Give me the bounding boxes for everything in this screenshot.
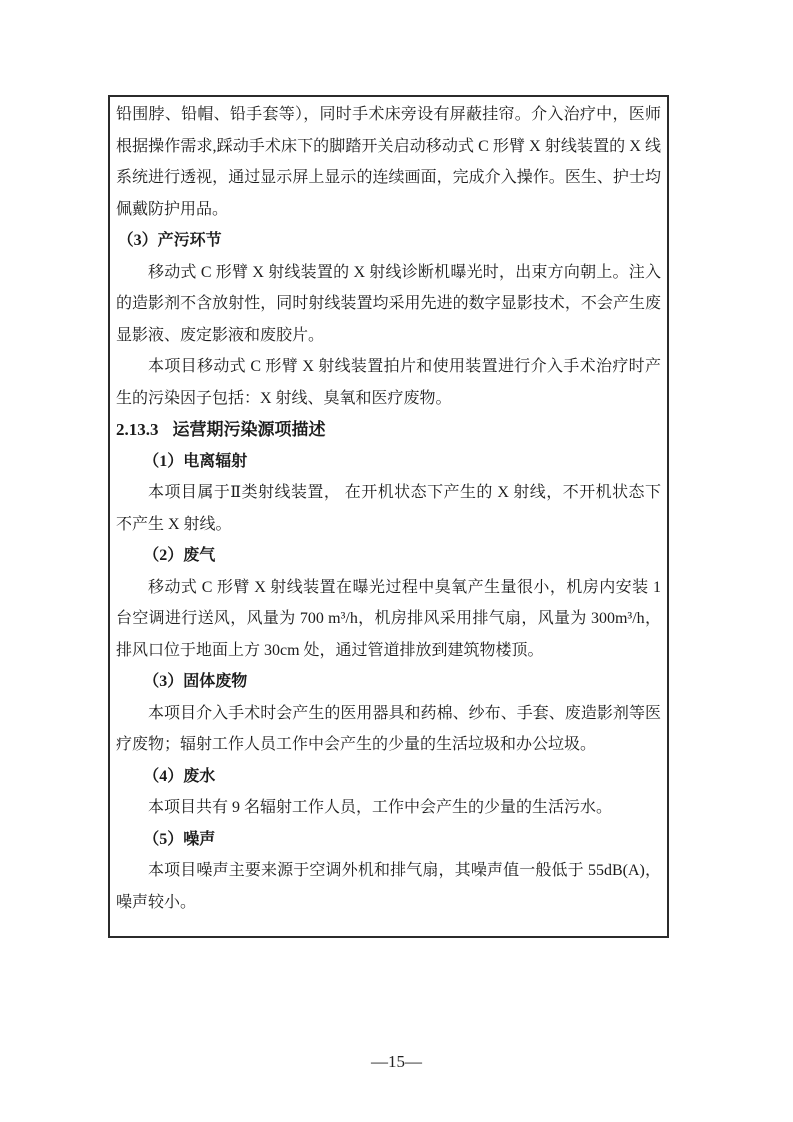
heading-solid-waste: （3）固体废物: [143, 673, 248, 690]
paragraph-ionizing-radiation: 本项目属于Ⅱ类射线装置， 在开机状态下产生的 X 射线，不开机状态下不产生 X 射线。: [116, 484, 661, 533]
section-number: 2.13.3: [116, 420, 159, 439]
paragraph-exposure-direction: 移动式 C 形臂 X 射线装置的 X 射线诊断机曝光时，出束方向朝上。注入的造影剂不含放射性，同时射线装置均采用先进的数字显影技术，不会产生废显影液、废定影液和废胶片。: [116, 263, 661, 344]
content-table-frame: [108, 95, 669, 938]
section-heading-operation-pollution-sources: [116, 414, 661, 446]
heading-waste-gas: （2）废气: [143, 547, 216, 564]
paragraph-waste-gas: 移动式 C 形臂 X 射线装置在曝光过程中臭氧产生量很小，机房内安装 1 台空调进行送风，风量为 700 m³/h，机房排风采用排气扇，风量为 300m³/h，排风口位于地面上方 30cm 处，通过管道排放到建筑物楼顶。: [116, 578, 661, 659]
heading-waste-water: （4）废水: [143, 767, 216, 785]
paragraph-solid-waste: 本项目介入手术时会产生的医用器具和药棉、纱布、手套、废造影剂等医疗废物；辐射工作人员工作中会产生的少量的生活垃圾和办公垃圾。: [116, 704, 661, 753]
paragraph-pollution-factors: 本项目移动式 C 形臂 X 射线装置拍片和使用装置进行介入手术治疗时产生的污染因子包括：X 射线、臭氧和医疗废物。: [116, 358, 661, 407]
heading-noise: （5）噪声: [143, 830, 216, 848]
heading-ionizing-radiation: （1）电离辐射: [143, 452, 248, 470]
section-title: 运营期污染源项描述: [172, 420, 326, 439]
paragraph-waste-water: 本项目共有 9 名辐射工作人员，工作中会产生的少量的生活污水。: [148, 799, 613, 816]
heading-pollution-generating-stage: （3）产污环节: [117, 232, 222, 249]
paragraph-protective-equipment: 铅围脖、铅帽、铅手套等），同时手术床旁设有屏蔽挂帘。介入治疗中，医师根据操作需求,踩动手术床下的脚踏开关启动移动式 C 形臂 X 射线装置的 X 线系统进行透视，通过显示屏上显示的连续画面，完成介入操作。医生、护士均佩戴防护用品。: [116, 106, 661, 218]
page-number: —15—: [371, 1052, 422, 1071]
paragraph-noise: 本项目噪声主要来源于空调外机和排气扇，其噪声值一般低于 55dB(A)，噪声较小。: [116, 862, 661, 911]
